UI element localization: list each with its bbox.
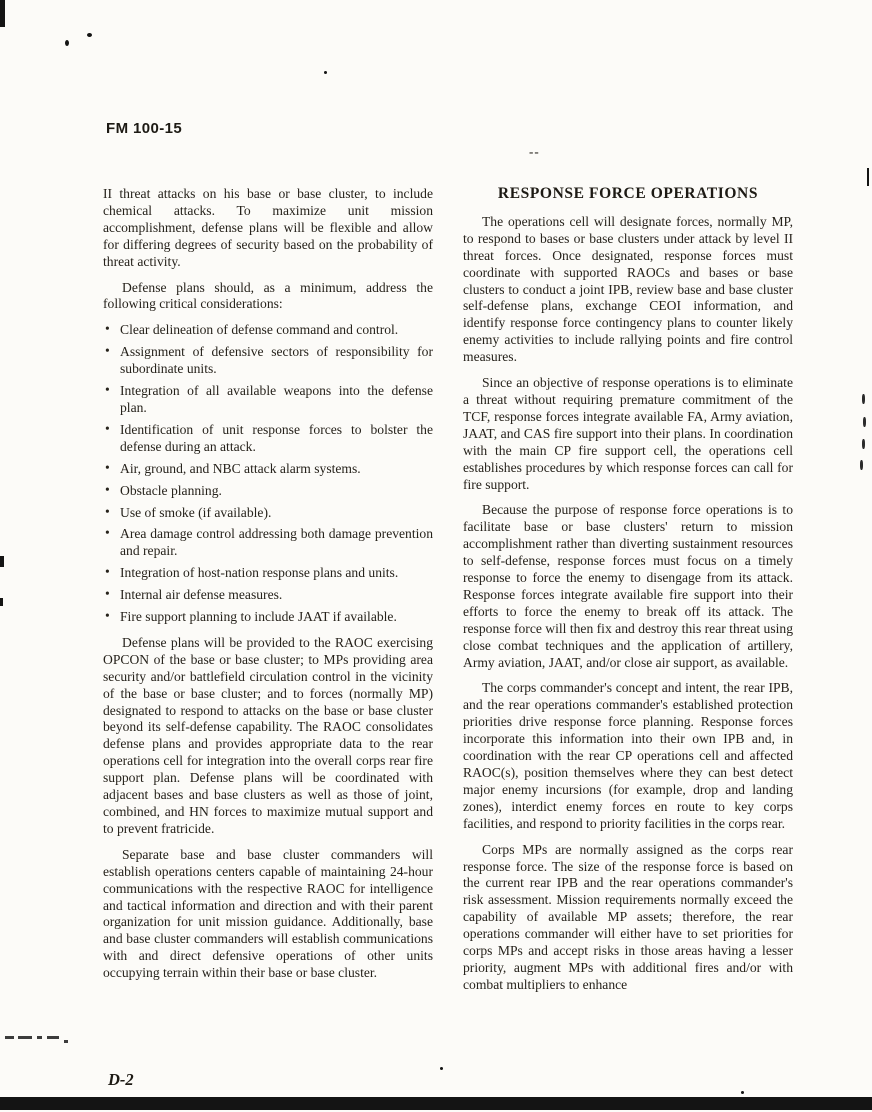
- list-item: • Identification of unit response forces to bolster the defense during an attack.: [103, 422, 433, 456]
- paragraph: Since an objective of response operations is to eliminate a threat without requiring premature commitment of the TCF, response forces integrate available FA, Army aviation, JAAT, and CAS fire support into their plans. In coordination with the main CP fire support cell, the operations cell establishes procedures by which response forces can call for fire support.: [463, 375, 793, 492]
- scan-speck: [862, 439, 865, 449]
- paragraph: Because the purpose of response force operations is to facilitate base or base clusters' return to mission accomplishment rather than diverting sustainment resources to self-defense, response forces must focus on a timely response to force the enemy to disengage from its attack. Response forces integrate available fire support into their efforts to force the enemy to break off its attack. The response force will then fix and destroy this rear threat using close combat techniques and the application of artillery, Army aviation, JAAT, and/or close air support, as available.: [463, 502, 793, 670]
- list-item: • Obstacle planning.: [103, 483, 433, 500]
- paragraph: Separate base and base cluster commanders will establish operations centers capable of maintaining 24-hour communications with the respective RAOC for intelligence and tactical information and direction and with their parent organization for unit mission guidance. Additionally, base and base cluster commanders will establish communications with and direct defensive operations of other units occupying terrain within their base or base cluster.: [103, 846, 433, 981]
- scan-speck: [440, 1067, 443, 1070]
- scan-edge-mark: [0, 598, 3, 606]
- scan-dash: [5, 1036, 14, 1039]
- paragraph: II threat attacks on his base or base cluster, to include chemical attacks. To maximize unit mission accomplishment, defense plans will be flexible and allow for differing degrees of security based on the probability of threat activity.: [103, 186, 433, 269]
- list-item: • Internal air defense measures.: [103, 587, 433, 604]
- list-item: • Clear delineation of defense command and control.: [103, 322, 433, 339]
- scan-speck: [741, 1091, 744, 1094]
- list-item: • Area damage control addressing both damage prevention and repair.: [103, 526, 433, 560]
- left-column: [103, 186, 433, 1003]
- scan-speck: [860, 460, 863, 470]
- list-item: • Use of smoke (if available).: [103, 505, 433, 522]
- scan-speck: [862, 394, 865, 404]
- scan-speck: [324, 71, 327, 74]
- section-heading: RESPONSE FORCE OPERATIONS: [497, 185, 759, 202]
- scan-speck: [87, 33, 92, 37]
- list-item: • Integration of host-nation response plans and units.: [103, 565, 433, 582]
- paragraph: The operations cell will designate forces, normally MP, to respond to bases or base clusters under attack by level II threat forces. Once designated, response forces must coordinate with supported RAOCs and bases or base clusters to conduct a joint IPB, review base and base cluster self-defense plans, exchange CEOI information, and identify response force contingency plans to counter likely enemy activities to include rallying points and fire control measures.: [463, 213, 793, 365]
- scan-corner-mark: [0, 0, 5, 27]
- scan-dash-mark: --: [529, 144, 540, 159]
- paragraph: Defense plans will be provided to the RAOC exercising OPCON of the base or base cluster; to MPs providing area security and/or battlefield circulation control in the vicinity of the base or base cluster; and to forces (normally MP) designated to respond to attacks on the base or base cluster beyond its self-defense capability. The RAOC consolidates defense plans and provides appropriate data to the rear operations cell for integration into the overall corps rear fire support plan. Defense plans will be coordinated with adjacent bases and base clusters as well as those of joint, combined, and HN forces to maximize mutual support and to prevent fratricide.: [103, 634, 433, 836]
- manual-number-header: FM 100-15: [106, 120, 183, 137]
- list-item: • Fire support planning to include JAAT if available.: [103, 609, 433, 626]
- paragraph: Defense plans should, as a minimum, address the following critical considerations:: [103, 279, 433, 312]
- scan-speck: [65, 40, 69, 46]
- scan-dash: [47, 1036, 59, 1039]
- scan-speck: [863, 417, 866, 427]
- scan-edge-mark: [867, 168, 869, 186]
- critical-considerations-list: [103, 322, 433, 626]
- page-number: D-2: [108, 1070, 134, 1089]
- scan-dash: [64, 1040, 68, 1043]
- scan-dash: [37, 1036, 42, 1039]
- scan-bottom-bar: [0, 1097, 872, 1110]
- scan-edge-mark: [0, 556, 4, 567]
- paragraph: The corps commander's concept and intent, the rear IPB, and the rear operations commander's established protection priorities drive response force planning. Response forces incorporate this information into their own IPB and, in coordination with the rear CP operations cell and affected RAOC(s), position themselves where they can best detect major enemy incursions (for example, drop and landing zones), interdict enemy forces en route to key corps facilities, and respond to priority facilities in the corps rear.: [463, 680, 793, 831]
- two-column-body: [103, 186, 793, 1003]
- list-item: • Assignment of defensive sectors of responsibility for subordinate units.: [103, 344, 433, 378]
- right-column: [463, 186, 793, 1003]
- list-item: • Air, ground, and NBC attack alarm systems.: [103, 461, 433, 478]
- scan-dash: [18, 1036, 32, 1039]
- paragraph: Corps MPs are normally assigned as the corps rear response force. The size of the response force is based on the current rear IPB and the rear operations commander's risk assessment. Mission requirements normally exceed the capability of available MP assets; therefore, the rear operations commander will either have to set priorities for corps MPs and accept risks in those areas having a lesser priority, augment MPs with additional fires and/or with combat multipliers to enhance: [463, 841, 793, 992]
- list-item: • Integration of all available weapons into the defense plan.: [103, 383, 433, 417]
